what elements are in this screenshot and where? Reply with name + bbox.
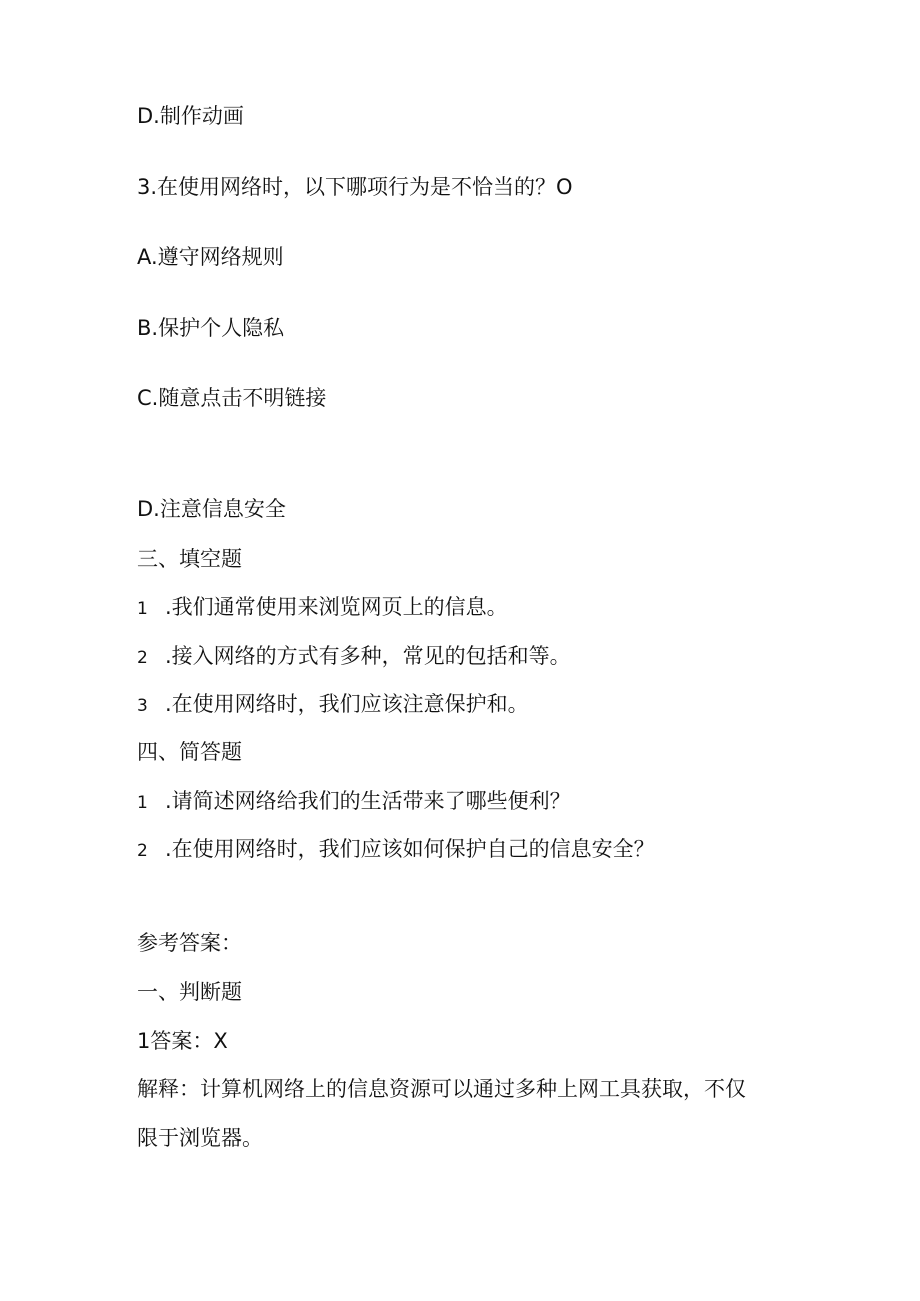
fill-item-2-text: .接入网络的方式有多种，常见的包括和等。 [165,644,571,668]
q3-option-b: B.保护个人隐私 [137,316,285,340]
short-item-1-text: .请简述网络给我们的生活带来了哪些便利？ [165,789,571,813]
section-4-title: 四、简答题 [137,740,242,764]
section-3-title: 三、填空题 [137,547,242,571]
fill-item-3 [137,690,529,720]
q3-option-a: A.遵守网络规则 [137,245,284,269]
fill-item-3-number: 3 [137,696,148,716]
short-item-2-text: .在使用网络时，我们应该如何保护自己的信息安全？ [165,837,655,861]
explanation-line-2: 限于浏览器。 [137,1126,263,1150]
short-item-2-number: 2 [137,841,148,861]
explanation-line-1: 解释：计算机网络上的信息资源可以通过多种上网工具获取，不仅 [137,1077,746,1101]
short-item-1 [137,787,571,817]
answers-title: 参考答案： [137,931,242,955]
fill-item-1 [137,593,508,623]
fill-item-2-number: 2 [137,648,148,668]
q3-option-c: C.随意点击不明链接 [137,386,327,410]
short-item-2 [137,835,655,865]
short-item-1-number: 1 [137,793,148,813]
answers-section-1-title: 一、判断题 [137,980,242,1004]
fill-item-1-number: 1 [137,599,148,619]
fill-item-2 [137,642,571,672]
fill-item-1-text: .我们通常使用来浏览网页上的信息。 [165,595,508,619]
answer-1: 1答案：X [137,1029,228,1053]
q3-option-d: D.注意信息安全 [137,497,286,521]
q2-option-d: D.制作动画 [137,104,244,128]
q3-stem: 3.在使用网络时，以下哪项行为是不恰当的？O [137,175,573,199]
fill-item-3-text: .在使用网络时，我们应该注意保护和。 [165,692,529,716]
